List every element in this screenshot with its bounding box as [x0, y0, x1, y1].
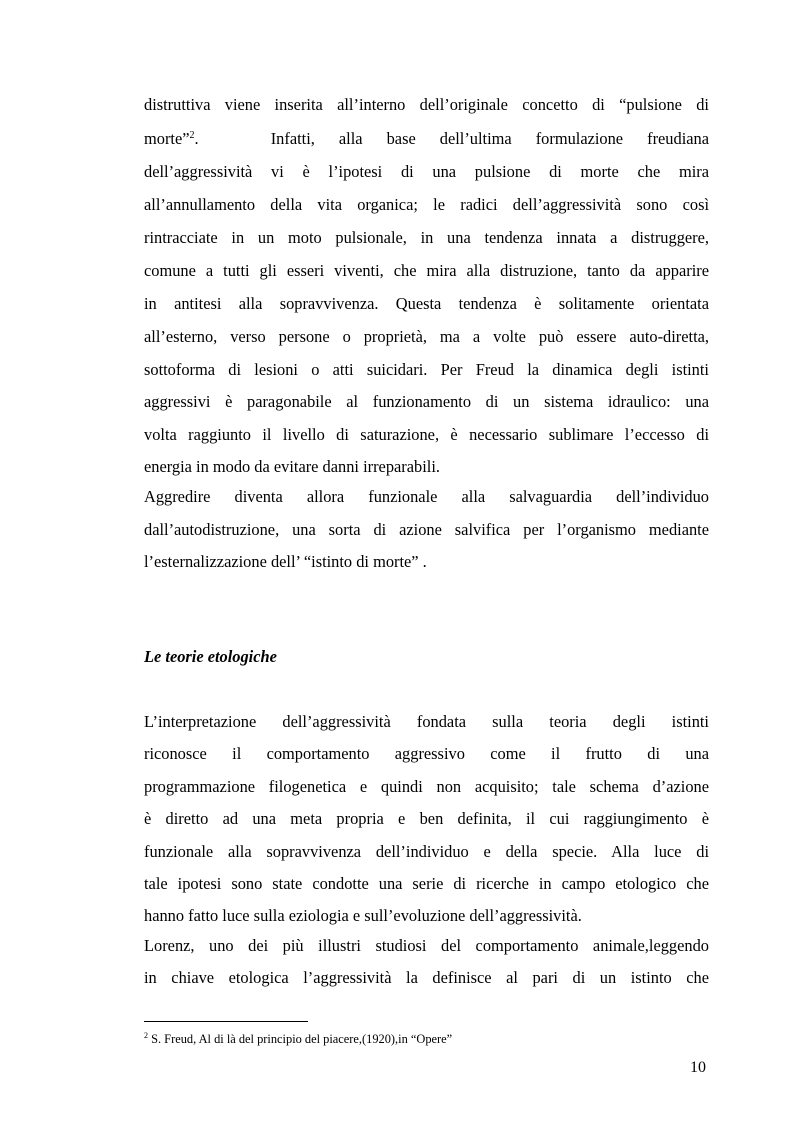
text-line: comune a tutti gli esseri viventi, che mira alla distruzione, tanto da apparire	[144, 261, 709, 280]
footnote-text: S. Freud, Al di là del principio del piacere,(1920),in “Opere”	[148, 1032, 453, 1046]
text-line: energia in modo da evitare danni irreparabili.	[144, 457, 440, 476]
text-line: tale ipotesi sono state condotte una serie di ricerche in campo etologico che	[144, 874, 709, 893]
text-line: l’esternalizzazione dell’ “istinto di morte” .	[144, 552, 427, 571]
text-fragment: . Infatti, alla base dell’ultima formulazione freudiana	[194, 129, 709, 148]
text-line: è diretto ad una meta propria e ben definita, il cui raggiungimento è	[144, 809, 709, 828]
text-line: distruttiva viene inserita all’interno dell’originale concetto di “pulsione di	[144, 95, 709, 114]
text-line: rintracciate in un moto pulsionale, in una tendenza innata a distruggere,	[144, 228, 709, 247]
text-line: hanno fatto luce sulla eziologia e sull’evoluzione dell’aggressività.	[144, 906, 582, 925]
text-line: L’interpretazione dell’aggressività fondata sulla teoria degli istinti	[144, 712, 709, 731]
page-number: 10	[690, 1059, 706, 1076]
text-line: all’annullamento della vita organica; le radici dell’aggressività sono così	[144, 195, 709, 214]
text-line: dell’aggressività vi è l’ipotesi di una pulsione di morte che mira	[144, 162, 709, 181]
text-line: dall’autodistruzione, una sorta di azione salvifica per l’organismo mediante	[144, 520, 709, 539]
text-line	[144, 129, 709, 149]
text-line: aggressivi è paragonabile al funzionamento di un sistema idraulico: una	[144, 392, 709, 411]
footnote-marker: 2	[144, 1031, 148, 1040]
text-line: Aggredire diventa allora funzionale alla salvaguardia dell’individuo	[144, 487, 709, 506]
text-line: sottoforma di lesioni o atti suicidari. Per Freud la dinamica degli istinti	[144, 360, 709, 379]
footnote-reference: 2	[189, 130, 195, 141]
text-line: all’esterno, verso persone o proprietà, ma a volte può essere auto-diretta,	[144, 327, 709, 346]
text-line: in antitesi alla sopravvivenza. Questa tendenza è solitamente orientata	[144, 294, 709, 313]
footnote	[144, 1031, 452, 1047]
text-line: programmazione filogenetica e quindi non acquisito; tale schema d’azione	[144, 777, 709, 796]
text-line: volta raggiunto il livello di saturazione, è necessario sublimare l’eccesso di	[144, 425, 709, 444]
text-line: in chiave etologica l’aggressività la definisce al pari di un istinto che	[144, 968, 709, 987]
text-fragment: morte”	[144, 129, 190, 148]
footnote-separator	[144, 1021, 308, 1022]
text-line: Lorenz, uno dei più illustri studiosi del comportamento animale,leggendo	[144, 936, 709, 955]
section-heading: Le teorie etologiche	[144, 647, 277, 666]
text-line: riconosce il comportamento aggressivo come il frutto di una	[144, 744, 709, 763]
text-line: funzionale alla sopravvivenza dell’individuo e della specie. Alla luce di	[144, 842, 709, 861]
